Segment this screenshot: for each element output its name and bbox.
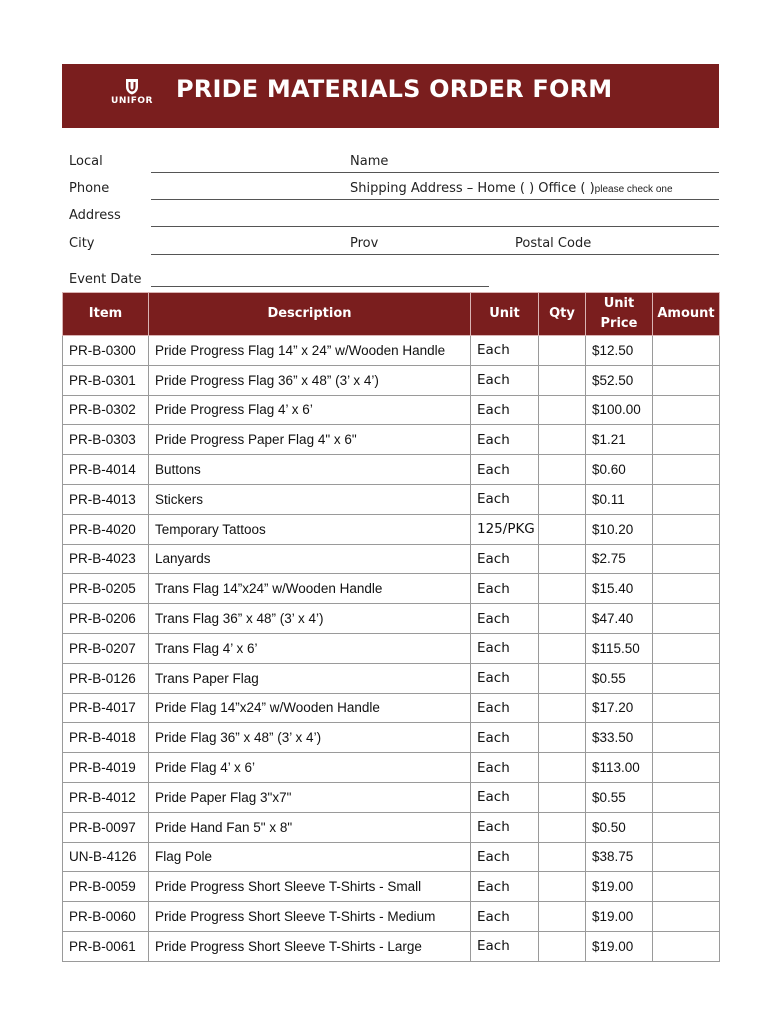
phone-label: Phone (69, 181, 110, 196)
table-row (63, 633, 720, 663)
amount-input-cell[interactable] (653, 753, 720, 783)
city-field[interactable] (151, 254, 719, 255)
description-cell: Pride Progress Flag 4’ x 6’ (149, 395, 471, 425)
unit-price-cell: $0.55 (586, 782, 653, 812)
item-code-cell: PR-B-0301 (63, 365, 149, 395)
item-code-cell: PR-B-0060 (63, 902, 149, 932)
amount-input-cell[interactable] (653, 902, 720, 932)
amount-input-cell[interactable] (653, 484, 720, 514)
event-date-label: Event Date (69, 272, 142, 287)
unit-cell: Each (471, 633, 539, 663)
unit-price-cell: $0.11 (586, 484, 653, 514)
table-row (63, 693, 720, 723)
item-code-cell: PR-B-0205 (63, 574, 149, 604)
table-row (63, 425, 720, 455)
item-code-cell: PR-B-4020 (63, 514, 149, 544)
item-code-cell: PR-B-0061 (63, 931, 149, 961)
amount-input-cell[interactable] (653, 663, 720, 693)
qty-input-cell[interactable] (539, 574, 586, 604)
item-code-cell: PR-B-4012 (63, 782, 149, 812)
shipping-note: please check one (594, 184, 673, 195)
header-banner (62, 64, 719, 128)
table-row (63, 782, 720, 812)
local-label: Local (69, 154, 103, 169)
item-code-cell: PR-B-4023 (63, 544, 149, 574)
item-code-cell: PR-B-4017 (63, 693, 149, 723)
unit-cell: Each (471, 782, 539, 812)
unit-cell: Each (471, 365, 539, 395)
description-cell: Trans Flag 14”x24” w/Wooden Handle (149, 574, 471, 604)
item-code-cell: PR-B-4018 (63, 723, 149, 753)
description-cell: Pride Progress Paper Flag 4" x 6" (149, 425, 471, 455)
table-row (63, 365, 720, 395)
qty-input-cell[interactable] (539, 753, 586, 783)
col-description: Description (149, 293, 471, 336)
unit-cell: Each (471, 902, 539, 932)
local-name-field[interactable] (151, 172, 719, 173)
description-cell: Pride Paper Flag 3"x7" (149, 782, 471, 812)
unit-cell: Each (471, 395, 539, 425)
unit-price-cell: $47.40 (586, 604, 653, 634)
unit-cell: Each (471, 544, 539, 574)
item-code-cell: PR-B-0059 (63, 872, 149, 902)
unit-cell: Each (471, 872, 539, 902)
description-cell: Pride Progress Flag 36” x 48” (3’ x 4’) (149, 365, 471, 395)
qty-input-cell[interactable] (539, 663, 586, 693)
phone-field[interactable] (151, 199, 719, 200)
amount-input-cell[interactable] (653, 336, 720, 366)
item-code-cell: PR-B-4019 (63, 753, 149, 783)
item-code-cell: PR-B-0207 (63, 633, 149, 663)
description-cell: Temporary Tattoos (149, 514, 471, 544)
qty-input-cell[interactable] (539, 723, 586, 753)
qty-input-cell[interactable] (539, 604, 586, 634)
description-cell: Pride Flag 14”x24” w/Wooden Handle (149, 693, 471, 723)
unit-cell: Each (471, 336, 539, 366)
unit-cell: Each (471, 574, 539, 604)
amount-input-cell[interactable] (653, 544, 720, 574)
unit-price-cell: $33.50 (586, 723, 653, 753)
table-row (63, 604, 720, 634)
unit-price-cell: $100.00 (586, 395, 653, 425)
table-row (63, 336, 720, 366)
address-field[interactable] (151, 226, 719, 227)
unit-price-cell: $19.00 (586, 872, 653, 902)
address-label: Address (69, 208, 121, 223)
table-header-row (63, 293, 720, 336)
description-cell: Pride Progress Flag 14” x 24” w/Wooden Handle (149, 336, 471, 366)
qty-input-cell[interactable] (539, 365, 586, 395)
unit-cell: Each (471, 753, 539, 783)
qty-input-cell[interactable] (539, 455, 586, 485)
item-code-cell: PR-B-4013 (63, 484, 149, 514)
item-code-cell: PR-B-0206 (63, 604, 149, 634)
table-row (63, 514, 720, 544)
table-row (63, 574, 720, 604)
unit-cell: Each (471, 723, 539, 753)
event-date-field[interactable] (151, 286, 489, 287)
qty-input-cell[interactable] (539, 395, 586, 425)
description-cell: Lanyards (149, 544, 471, 574)
table-row (63, 723, 720, 753)
description-cell: Trans Flag 36” x 48” (3’ x 4’) (149, 604, 471, 634)
qty-input-cell[interactable] (539, 782, 586, 812)
amount-input-cell[interactable] (653, 425, 720, 455)
item-code-cell: UN-B-4126 (63, 842, 149, 872)
amount-input-cell[interactable] (653, 842, 720, 872)
description-cell: Pride Flag 4’ x 6’ (149, 753, 471, 783)
table-row (63, 842, 720, 872)
unit-price-cell: $52.50 (586, 365, 653, 395)
amount-input-cell[interactable] (653, 455, 720, 485)
col-amount: Amount (653, 293, 720, 336)
qty-input-cell[interactable] (539, 425, 586, 455)
item-code-cell: PR-B-0302 (63, 395, 149, 425)
unit-price-cell: $19.00 (586, 902, 653, 932)
city-label: City (69, 236, 95, 251)
item-code-cell: PR-B-0300 (63, 336, 149, 366)
unit-cell: Each (471, 693, 539, 723)
unifor-logo (104, 78, 160, 118)
unit-price-cell: $113.00 (586, 753, 653, 783)
amount-input-cell[interactable] (653, 812, 720, 842)
col-unit-price: Unit Price (586, 293, 653, 336)
unit-cell: Each (471, 484, 539, 514)
amount-input-cell[interactable] (653, 931, 720, 961)
amount-input-cell[interactable] (653, 782, 720, 812)
unit-price-cell: $17.20 (586, 693, 653, 723)
item-code-cell: PR-B-0126 (63, 663, 149, 693)
unit-cell: Each (471, 425, 539, 455)
table-row (63, 395, 720, 425)
description-cell: Stickers (149, 484, 471, 514)
qty-input-cell[interactable] (539, 931, 586, 961)
item-code-cell: PR-B-0303 (63, 425, 149, 455)
description-cell: Buttons (149, 455, 471, 485)
unit-cell: 125/PKG (471, 514, 539, 544)
description-cell: Flag Pole (149, 842, 471, 872)
qty-input-cell[interactable] (539, 693, 586, 723)
description-cell: Trans Paper Flag (149, 663, 471, 693)
unit-cell: Each (471, 604, 539, 634)
table-row (63, 902, 720, 932)
description-cell: Pride Hand Fan 5" x 8" (149, 812, 471, 842)
order-table (62, 292, 720, 962)
description-cell: Pride Flag 36” x 48” (3’ x 4’) (149, 723, 471, 753)
amount-input-cell[interactable] (653, 633, 720, 663)
unit-price-cell: $2.75 (586, 544, 653, 574)
item-code-cell: PR-B-4014 (63, 455, 149, 485)
amount-input-cell[interactable] (653, 514, 720, 544)
unit-price-cell: $0.50 (586, 812, 653, 842)
shipping-label: Shipping Address – Home ( ) Office ( )please check one (350, 181, 673, 196)
table-row (63, 753, 720, 783)
table-row (63, 931, 720, 961)
unit-price-cell: $0.60 (586, 455, 653, 485)
qty-input-cell[interactable] (539, 514, 586, 544)
table-row (63, 872, 720, 902)
amount-input-cell[interactable] (653, 395, 720, 425)
qty-input-cell[interactable] (539, 812, 586, 842)
item-code-cell: PR-B-0097 (63, 812, 149, 842)
unit-price-cell: $12.50 (586, 336, 653, 366)
amount-input-cell[interactable] (653, 574, 720, 604)
unit-price-cell: $15.40 (586, 574, 653, 604)
description-cell: Pride Progress Short Sleeve T-Shirts - Large (149, 931, 471, 961)
unit-price-cell: $10.20 (586, 514, 653, 544)
table-row (63, 663, 720, 693)
brand-name: UNIFOR (111, 96, 153, 106)
unit-price-cell: $0.55 (586, 663, 653, 693)
unit-cell: Each (471, 455, 539, 485)
qty-input-cell[interactable] (539, 484, 586, 514)
qty-input-cell[interactable] (539, 336, 586, 366)
unit-cell: Each (471, 663, 539, 693)
unit-price-cell: $115.50 (586, 633, 653, 663)
qty-input-cell[interactable] (539, 842, 586, 872)
table-row (63, 544, 720, 574)
unit-price-cell: $19.00 (586, 931, 653, 961)
amount-input-cell[interactable] (653, 723, 720, 753)
postal-code-label: Postal Code (515, 236, 592, 251)
name-label: Name (350, 154, 389, 169)
description-cell: Pride Progress Short Sleeve T-Shirts - Small (149, 872, 471, 902)
table-row (63, 484, 720, 514)
qty-input-cell[interactable] (539, 872, 586, 902)
table-row (63, 812, 720, 842)
amount-input-cell[interactable] (653, 693, 720, 723)
col-qty: Qty (539, 293, 586, 336)
description-cell: Pride Progress Short Sleeve T-Shirts - Medium (149, 902, 471, 932)
col-item: Item (63, 293, 149, 336)
amount-input-cell[interactable] (653, 365, 720, 395)
amount-input-cell[interactable] (653, 604, 720, 634)
unit-cell: Each (471, 931, 539, 961)
unit-price-cell: $38.75 (586, 842, 653, 872)
table-row (63, 455, 720, 485)
amount-input-cell[interactable] (653, 872, 720, 902)
description-cell: Trans Flag 4’ x 6’ (149, 633, 471, 663)
unit-cell: Each (471, 812, 539, 842)
page-title: PRIDE MATERIALS ORDER FORM (176, 75, 613, 103)
qty-input-cell[interactable] (539, 902, 586, 932)
col-unit: Unit (471, 293, 539, 336)
shield-icon (125, 78, 139, 95)
unit-cell: Each (471, 842, 539, 872)
qty-input-cell[interactable] (539, 633, 586, 663)
prov-label: Prov (350, 236, 379, 251)
qty-input-cell[interactable] (539, 544, 586, 574)
unit-price-cell: $1.21 (586, 425, 653, 455)
